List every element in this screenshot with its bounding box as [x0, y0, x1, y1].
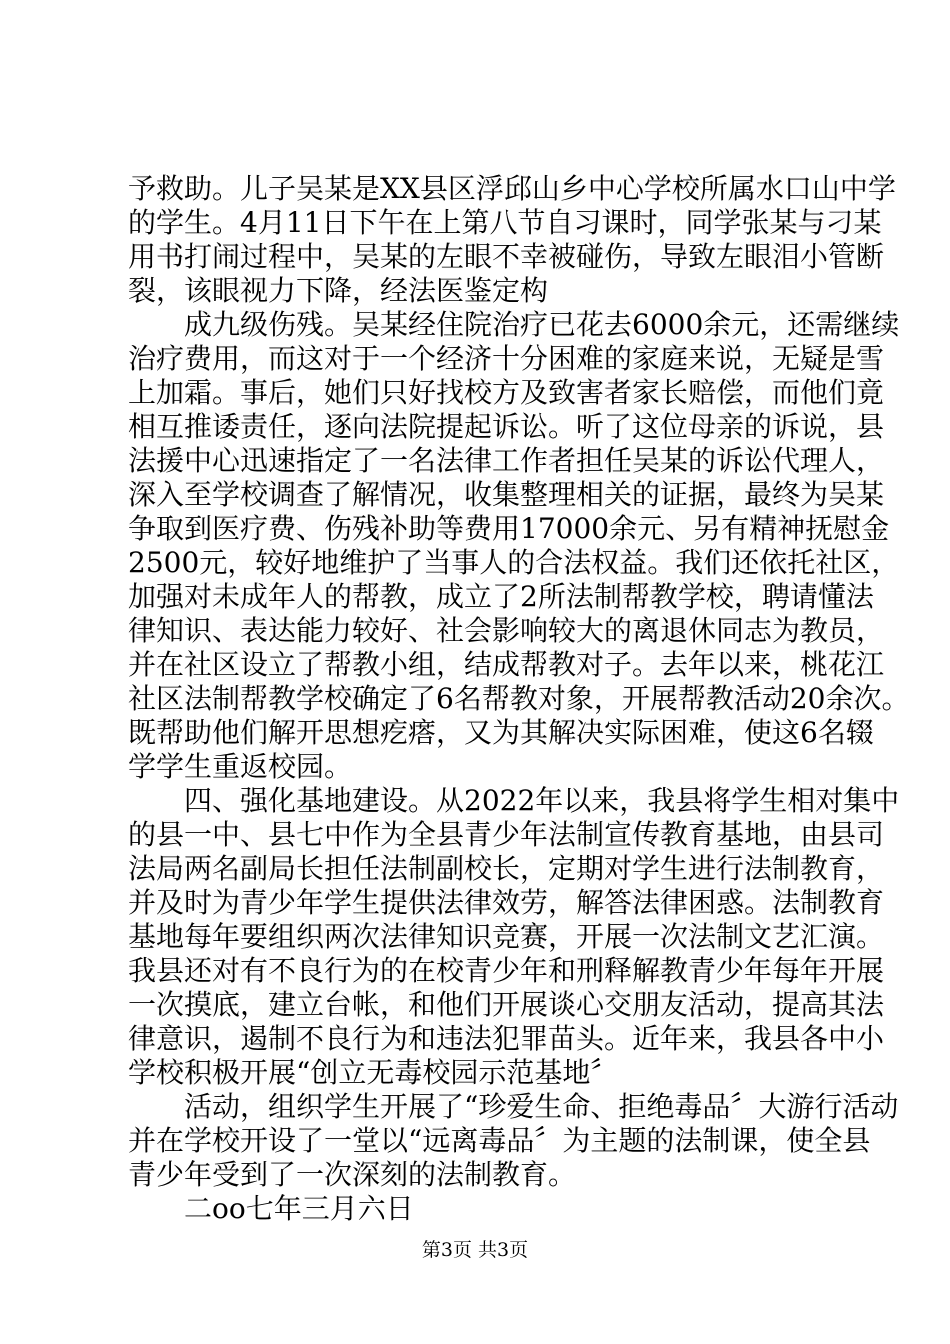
text-line: 并在社区设立了帮教小组，结成帮教对子。去年以来，桃花江: [128, 648, 885, 681]
text-line: 既帮助他们解开思想疙瘩，又为其解决实际困难，使这6名辍: [128, 716, 874, 749]
text-line: 2500元，较好地维护了当事人的合法权益。我们还依托社区，: [128, 546, 900, 579]
text-line: 争取到医疗费、伤残补助等费用17000余元、另有精神抚慰金: [128, 512, 890, 545]
text-line: 相互推诿责任，逐向法院提起诉讼。听了这位母亲的诉说，县: [128, 410, 885, 443]
document-body: [128, 172, 910, 1226]
text-line: 一次摸底，建立台帐，和他们开展谈心交朋友活动，提高其法: [128, 988, 885, 1021]
text-line: 学校积极开展“创立无毒校园示范基地〞: [128, 1056, 619, 1089]
text-line: 律知识、表达能力较好、社会影响较大的离退休同志为教员，: [128, 614, 885, 647]
text-line: 的学生。4月11日下午在上第八节自习课时，同学张某与刁某: [128, 206, 882, 239]
text-line: 的县一中、县七中作为全县青少年法制宣传教育基地，由县司: [128, 818, 885, 851]
text-line: 青少年受到了一次深刻的法制教育。: [128, 1158, 577, 1191]
text-line: 法援中心迅速指定了一名法律工作者担任吴某的诉讼代理人，: [128, 444, 885, 477]
text-line: 加强对未成年人的帮教，成立了2所法制帮教学校，聘请懂法: [128, 580, 874, 613]
text-line: 深入至学校调查了解情况，收集整理相关的证据，最终为吴某: [128, 478, 885, 511]
text-line: 裂，该眼视力下降，经法医鉴定构: [128, 274, 549, 307]
text-line: 学学生重返校园。: [128, 750, 353, 783]
text-line: 并在学校开设了一堂以“远离毒品〞为主题的法制课，使全县: [128, 1124, 871, 1157]
paragraph-start-line: 四、强化基地建设。从2022年以来，我县将学生相对集中: [184, 784, 900, 817]
text-line: 用书打闹过程中，吴某的左眼不幸被碰伤，导致左眼泪小管断: [128, 240, 885, 273]
text-line: 予救助。儿子吴某是XX县区浮邱山乡中心学校所属水口山中学: [128, 172, 896, 205]
text-line: 基地每年要组织两次法律知识竞赛，开展一次法制文艺汇演。: [128, 920, 885, 953]
paragraph-start-line: 成九级伤残。吴某经住院治疗已花去6000余元，还需继续: [184, 308, 900, 341]
page-number: 第3页 共3页: [421, 1239, 529, 1261]
text-line: 并及时为青少年学生提供法律效劳，解答法律困惑。法制教育: [128, 886, 885, 919]
text-line: 上加霜。事后，她们只好找校方及致害者家长赔偿，而他们竟: [128, 376, 885, 409]
text-line: 律意识，遏制不良行为和违法犯罪苗头。近年来，我县各中小: [128, 1022, 885, 1055]
page-footer: [0, 1238, 950, 1262]
text-line: 社区法制帮教学校确定了6名帮教对象，开展帮教活动20余次。: [128, 682, 910, 715]
date-line: 二oo七年三月六日: [184, 1192, 414, 1225]
text-line: 治疗费用，而这对于一个经济十分困难的家庭来说，无疑是雪: [128, 342, 885, 375]
text-line: 法局两名副局长担任法制副校长，定期对学生进行法制教育，: [128, 852, 885, 885]
text-line: 我县还对有不良行为的在校青少年和刑释解教青少年每年开展: [128, 954, 885, 987]
paragraph-start-line: 活动，组织学生开展了“珍爱生命、拒绝毒品〞大游行活动: [184, 1090, 899, 1123]
